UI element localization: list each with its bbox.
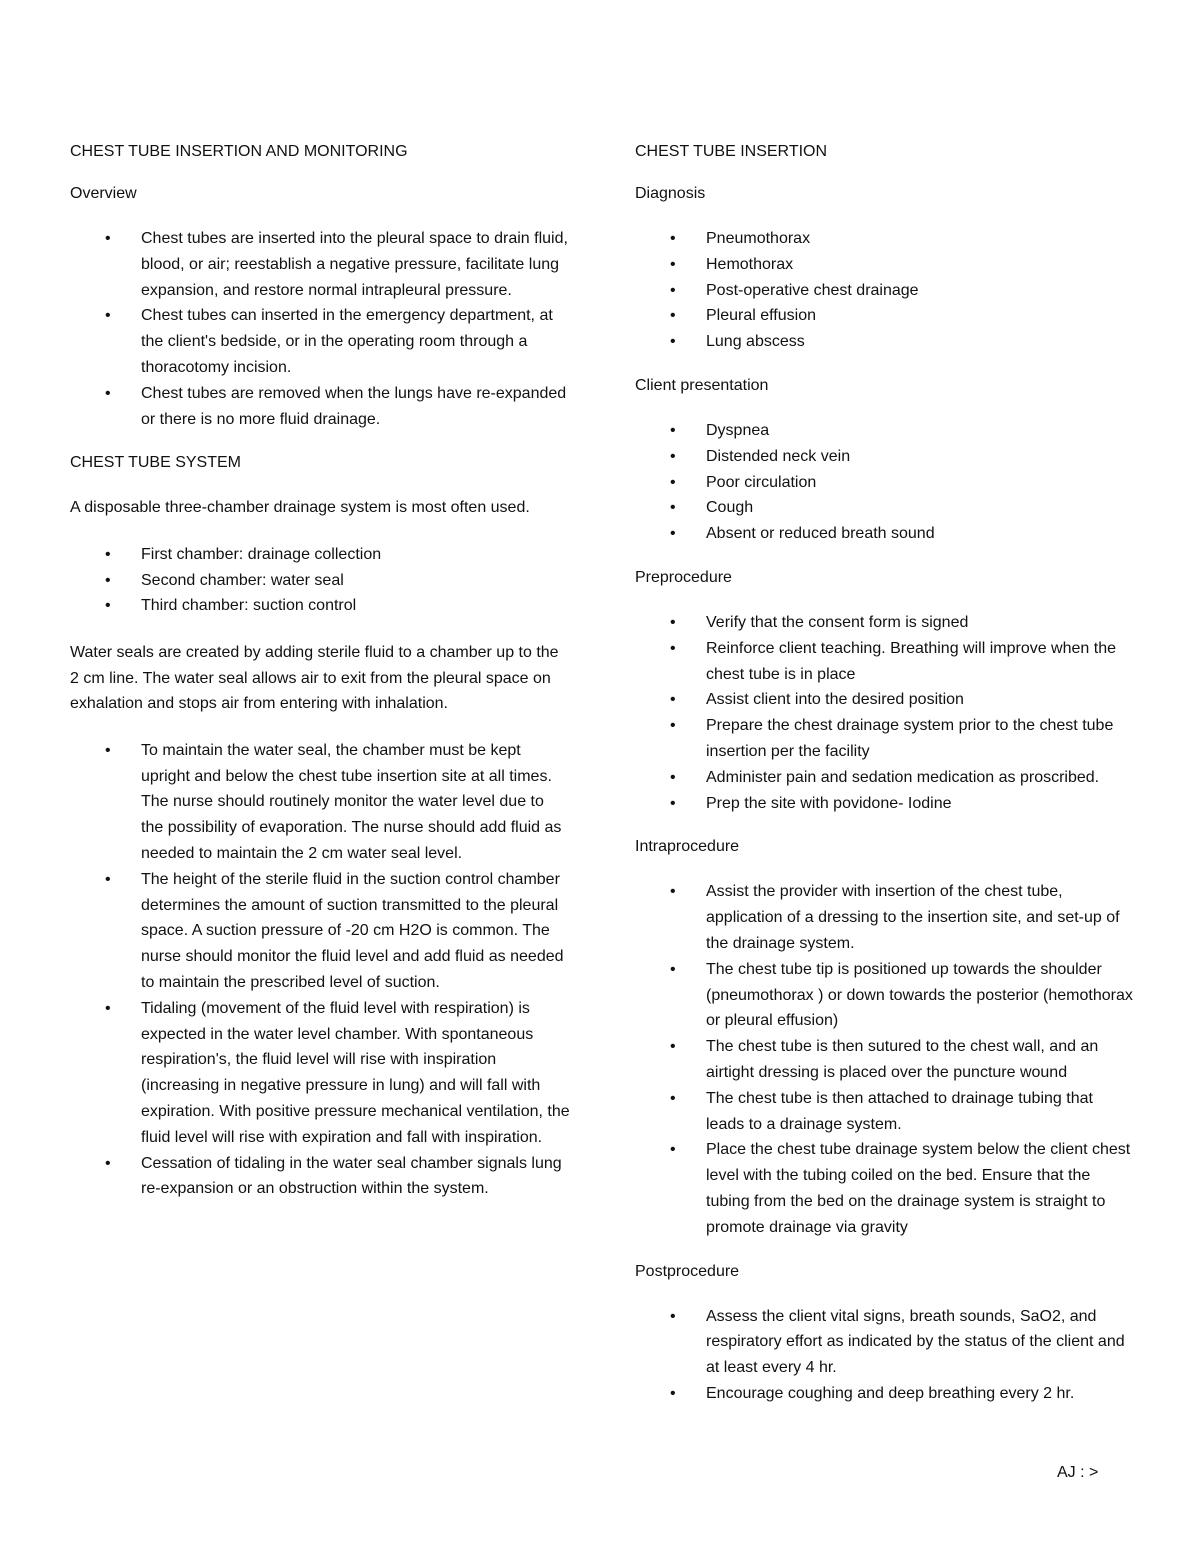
list-item: • Hemothorax — [635, 252, 1135, 278]
list-item: • The chest tube is then sutured to the chest wall, and an airtight dressing is placed over the puncture wound — [635, 1034, 1135, 1086]
preprocedure-heading: Preprocedure — [635, 568, 732, 586]
list-item: • The height of the sterile fluid in the suction control chamber determines the amount of suction transmitted to the pleural space. A suction pressure of -20 cm H2O is common. The nurse should monitor the fluid level and add fluid as needed to maintain the prescribed level of suction. — [70, 867, 570, 996]
diagnosis-list — [635, 226, 1135, 355]
list-item: • Post-operative chest drainage — [635, 278, 1135, 304]
list-item: • The chest tube tip is positioned up towards the shoulder (pneumothorax ) or down towards the posterior (hemothorax or pleural effusion) — [635, 957, 1135, 1034]
list-item: • Absent or reduced breath sound — [635, 521, 1135, 547]
list-item: • Lung abscess — [635, 329, 1135, 355]
system-heading: CHEST TUBE SYSTEM — [70, 454, 241, 472]
intraprocedure-heading: Intraprocedure — [635, 838, 740, 856]
list-item: • Reinforce client teaching. Breathing will improve when the chest tube is in place — [635, 636, 1135, 688]
presentation-heading: Client presentation — [635, 376, 769, 394]
intraprocedure-list — [635, 879, 1135, 1240]
list-item: • Cessation of tidaling in the water seal chamber signals lung re-expansion or an obstruction within the system. — [70, 1151, 570, 1203]
diagnosis-heading: Diagnosis — [635, 185, 706, 202]
list-item: • To maintain the water seal, the chamber must be kept upright and below the chest tube insertion site at all times. The nurse should routinely monitor the water level due to the possibility of evaporation. The nurse should add fluid as needed to maintain the 2 cm water seal level. — [70, 738, 570, 867]
section-title: CHEST TUBE INSERTION — [635, 143, 828, 160]
list-item: • Pneumothorax — [635, 226, 1135, 252]
water-seal-paragraph: Water seals are created by adding sterile fluid to a chamber up to the 2 cm line. The water seal allows air to exit from the pleural space on exhalation and stops air from entering with inhalation. — [70, 644, 559, 713]
chamber-list — [70, 542, 570, 619]
list-item: • Tidaling (movement of the fluid level with respiration) is expected in the water level chamber. With spontaneous respiration's, the fluid level will rise with inspiration (increasing in negative pressure in lung) and will fall with expiration. With positive pressure mechanical ventilation, the fluid level will rise with expiration and fall with inspiration. — [70, 996, 570, 1151]
list-item: • Chest tubes are removed when the lungs have re-expanded or there is no more fluid drainage. — [70, 381, 570, 433]
list-item: • First chamber: drainage collection — [70, 542, 570, 568]
preprocedure-list — [635, 610, 1135, 816]
list-item: • Assess the client vital signs, breath sounds, SaO2, and respiratory effort as indicated by the status of the client and at least every 4 hr. — [635, 1304, 1135, 1381]
list-item: • Second chamber: water seal — [70, 568, 570, 594]
list-item: • Third chamber: suction control — [70, 593, 570, 619]
list-item: • Pleural effusion — [635, 303, 1135, 329]
list-item: • Administer pain and sedation medication as proscribed. — [635, 765, 1135, 791]
postprocedure-heading: Postprocedure — [635, 1262, 740, 1280]
left-column — [70, 142, 570, 1202]
right-column — [635, 142, 1135, 1407]
list-item: • Verify that the consent form is signed — [635, 610, 1135, 636]
list-item: • Distended neck vein — [635, 444, 1135, 470]
overview-heading: Overview — [70, 185, 137, 202]
author-tag: AJ : > — [1057, 1464, 1099, 1481]
list-item: • Poor circulation — [635, 470, 1135, 496]
list-item: • Dyspnea — [635, 418, 1135, 444]
list-item: • Assist client into the desired position — [635, 687, 1135, 713]
list-item: • Encourage coughing and deep breathing every 2 hr. — [635, 1381, 1135, 1407]
document-title: CHEST TUBE INSERTION AND MONITORING — [70, 143, 408, 160]
list-item: • Prep the site with povidone- Iodine — [635, 791, 1135, 817]
postprocedure-list — [635, 1304, 1135, 1407]
list-item: • Chest tubes can inserted in the emergency department, at the client's bedside, or in the operating room through a thoracotomy incision. — [70, 303, 570, 380]
presentation-list — [635, 418, 1135, 547]
system-intro: A disposable three-chamber drainage system is most often used. — [70, 499, 530, 517]
overview-list — [70, 226, 570, 432]
list-item: • The chest tube is then attached to drainage tubing that leads to a drainage system. — [635, 1086, 1135, 1138]
list-item: • Place the chest tube drainage system below the client chest level with the tubing coiled on the bed. Ensure that the tubing from the bed on the drainage system is straight to promote drainage via gravity — [635, 1137, 1135, 1240]
water-seal-list — [70, 738, 570, 1202]
list-item: • Chest tubes are inserted into the pleural space to drain fluid, blood, or air; reestablish a negative pressure, facilitate lung expansion, and restore normal intrapleural pressure. — [70, 226, 570, 303]
list-item: • Cough — [635, 495, 1135, 521]
list-item: • Assist the provider with insertion of the chest tube, application of a dressing to the insertion site, and set-up of the drainage system. — [635, 879, 1135, 956]
list-item: • Prepare the chest drainage system prior to the chest tube insertion per the facility — [635, 713, 1135, 765]
